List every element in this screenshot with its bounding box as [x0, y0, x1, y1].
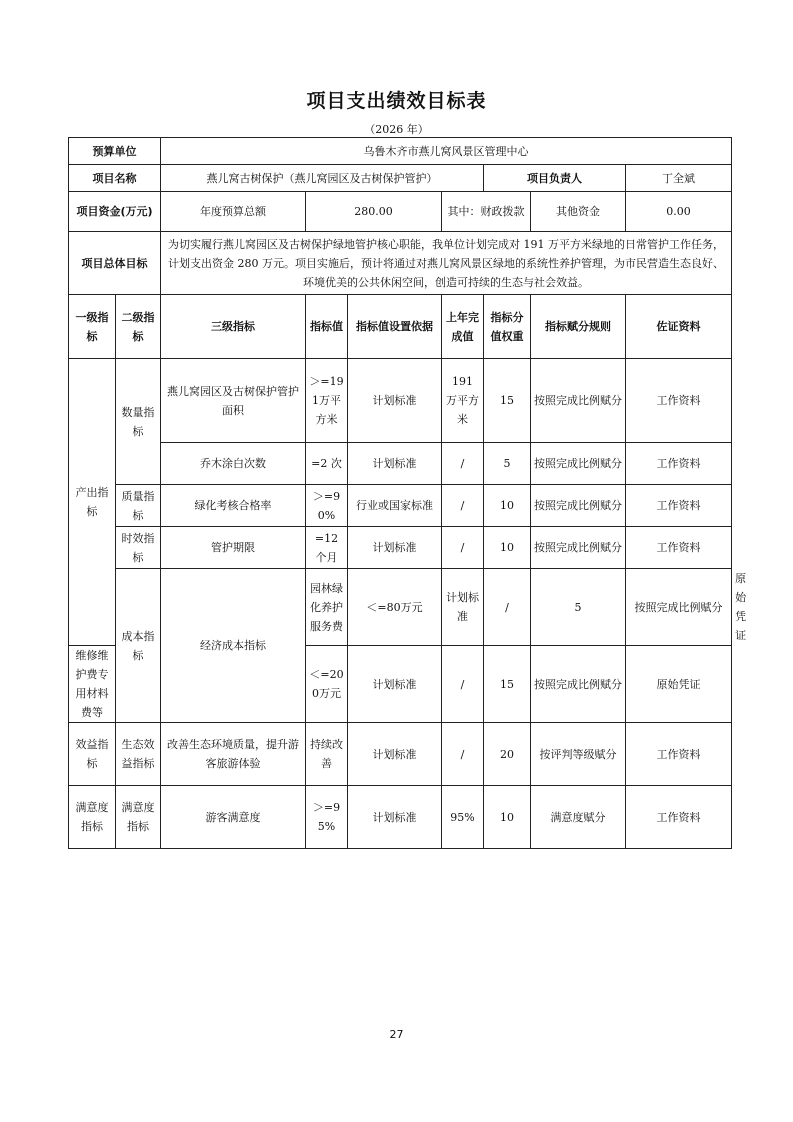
row-basis: 计划标准: [348, 786, 442, 849]
subgroup-economic-cost: 经济成本指标: [161, 569, 306, 723]
row-value: ＞=90%: [306, 485, 348, 527]
header-level2: 二级指标: [116, 295, 161, 359]
annual-budget-label: 年度预算总额: [161, 192, 306, 232]
row-basis: 计划标准: [442, 569, 484, 646]
row-name: 乔木涂白次数: [161, 443, 306, 485]
row-weight: 20: [484, 723, 531, 786]
row-evidence: 工作资料: [626, 786, 732, 849]
year-label: （2026 年）: [364, 123, 429, 136]
row-weight: 15: [484, 646, 531, 723]
fiscal-label: 其中：财政拨款: [442, 192, 531, 232]
header-rule: 指标赋分规则: [531, 295, 626, 359]
table-row: [69, 786, 732, 849]
row-value: =2 次: [306, 443, 348, 485]
row-basis: 计划标准: [348, 527, 442, 569]
table-row: [69, 723, 732, 786]
row-value: =12 个月: [306, 527, 348, 569]
group-satisfaction: 满意度指标: [69, 786, 116, 849]
header-level1: 一级指标: [69, 295, 116, 359]
row-evidence: 工作资料: [626, 723, 732, 786]
row-basis: 计划标准: [348, 443, 442, 485]
project-name-label: 项目名称: [69, 165, 161, 192]
header-weight: 指标分值权重: [484, 295, 531, 359]
row-name: 维修维护费专用材料费等: [69, 646, 116, 723]
other-value: 0.00: [626, 192, 732, 232]
subgroup-quantity: 数量指标: [116, 359, 161, 485]
row-last-year: /: [442, 527, 484, 569]
subgroup-timeliness: 时效指标: [116, 527, 161, 569]
row-evidence: 工作资料: [626, 359, 732, 443]
row-rule: 按照完成比例赋分: [531, 359, 626, 443]
page-title: 项目支出绩效目标表: [306, 90, 487, 112]
row-weight: 5: [484, 443, 531, 485]
row-basis: 计划标准: [348, 359, 442, 443]
row-evidence: 工作资料: [626, 443, 732, 485]
group-output: 产出指标: [69, 359, 116, 646]
row-weight: 10: [484, 527, 531, 569]
subgroup-satisfaction: 满意度指标: [116, 786, 161, 849]
row-basis: 计划标准: [348, 723, 442, 786]
table-row: 成本指标 经济成本指标 园林绿化养护服务费 ＜=80万元 计划标准 / 5 按照完成比例赋分 原始凭证: [69, 569, 732, 646]
goal-text: 为切实履行燕儿窝园区及古树保护绿地管护核心职能，我单位计划完成对 191 万平方米绿地的日常管护工作任务，计划支出资金 280 万元。项目实施后，预计将通过对燕儿窝风景区绿地的系统性养护管理，为市民营造生态良好、环境优美的公共休闲空间，创造可持续的生态与社会效益。: [161, 232, 732, 295]
row-value: ＜=200万元: [306, 646, 348, 723]
row-name: 游客满意度: [161, 786, 306, 849]
row-last-year: /: [442, 443, 484, 485]
row-last-year: /: [442, 646, 484, 723]
table-row: [69, 443, 732, 485]
row-value: ＞=95%: [306, 786, 348, 849]
row-value: ＞=191万平方米: [306, 359, 348, 443]
row-basis: 行业或国家标准: [348, 485, 442, 527]
header-last-year: 上年完成值: [442, 295, 484, 359]
row-last-year: 95%: [442, 786, 484, 849]
annual-budget-value: 280.00: [306, 192, 442, 232]
subgroup-quality: 质量指标: [116, 485, 161, 527]
row-name: 绿化考核合格率: [161, 485, 306, 527]
row-weight: 5: [531, 569, 626, 646]
row-evidence: 工作资料: [626, 485, 732, 527]
project-lead-value: 丁全斌: [626, 165, 732, 192]
row-name: 园林绿化养护服务费: [306, 569, 348, 646]
row-rule: 按照完成比例赋分: [531, 646, 626, 723]
table-row: [69, 485, 732, 527]
row-evidence: 工作资料: [626, 527, 732, 569]
row-value: ＜=80万元: [348, 569, 442, 646]
row-rule: 按照完成比例赋分: [531, 527, 626, 569]
row-weight: 10: [484, 786, 531, 849]
row-value: 持续改善: [306, 723, 348, 786]
row-name: 改善生态环境质量，提升游客旅游体验: [161, 723, 306, 786]
budget-unit-value: 乌鲁木齐市燕儿窝风景区管理中心: [161, 138, 732, 165]
row-evidence: 原始凭证: [626, 646, 732, 723]
row-rule: 按照完成比例赋分: [626, 569, 732, 646]
group-cost: 成本指标: [116, 569, 161, 723]
performance-table: [68, 137, 747, 849]
table-row: [69, 527, 732, 569]
row-rule: 按评判等级赋分: [531, 723, 626, 786]
project-name-value: 燕儿窝古树保护（燕儿窝园区及古树保护管护）: [161, 165, 484, 192]
header-value: 指标值: [306, 295, 348, 359]
row-basis: 计划标准: [348, 646, 442, 723]
table-row: [69, 359, 732, 443]
row-last-year: 191 万平方米: [442, 359, 484, 443]
row-last-year: /: [442, 485, 484, 527]
funds-label: 项目资金(万元): [69, 192, 161, 232]
header-basis: 指标值设置依据: [348, 295, 442, 359]
goal-label: 项目总体目标: [69, 232, 161, 295]
group-benefit: 效益指标: [69, 723, 116, 786]
row-weight: 10: [484, 485, 531, 527]
other-label: 其他资金: [531, 192, 626, 232]
header-evidence: 佐证资料: [626, 295, 732, 359]
page-number: 27: [389, 1028, 404, 1041]
header-level3: 三级指标: [161, 295, 306, 359]
row-name: 燕儿窝园区及古树保护管护面积: [161, 359, 306, 443]
row-rule: 满意度赋分: [531, 786, 626, 849]
row-weight: 15: [484, 359, 531, 443]
project-lead-label: 项目负责人: [484, 165, 626, 192]
row-name: 管护期限: [161, 527, 306, 569]
row-rule: 按照完成比例赋分: [531, 485, 626, 527]
row-last-year: /: [484, 569, 531, 646]
budget-unit-label: 预算单位: [69, 138, 161, 165]
row-rule: 按照完成比例赋分: [531, 443, 626, 485]
subgroup-eco-benefit: 生态效益指标: [116, 723, 161, 786]
row-last-year: /: [442, 723, 484, 786]
